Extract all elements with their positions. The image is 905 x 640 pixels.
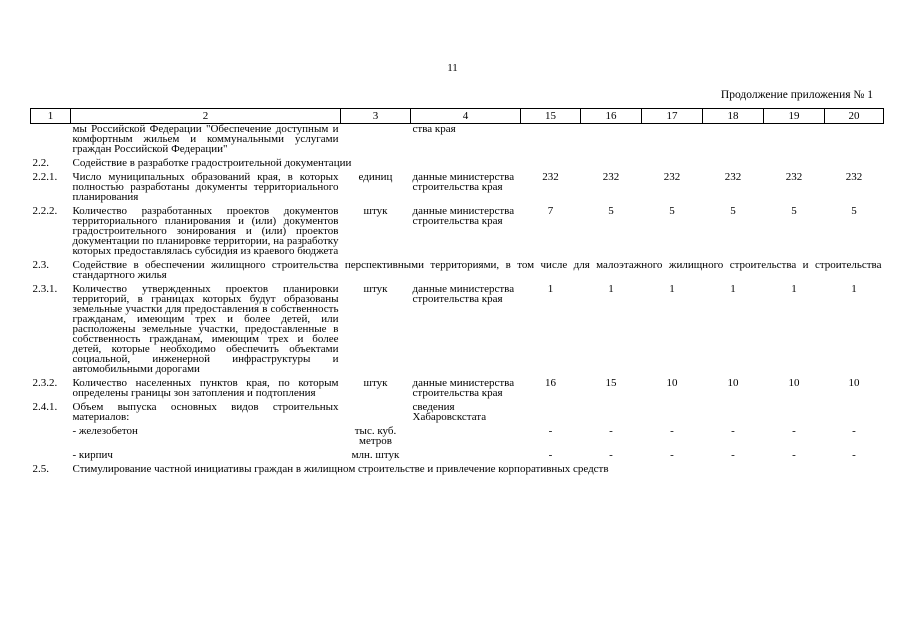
value-cell: - bbox=[731, 425, 735, 437]
value-cell: 1 bbox=[669, 283, 675, 295]
row-number: 2.3.2. bbox=[32, 377, 58, 389]
value-cell: 1 bbox=[547, 283, 554, 295]
value-cell: 232 bbox=[785, 171, 803, 183]
indicator-name: Объем выпуска основных видов строительных материалов: bbox=[72, 401, 339, 423]
value-cell: 5 bbox=[851, 205, 857, 217]
row-number bbox=[31, 422, 71, 446]
value-cell bbox=[825, 124, 884, 155]
value-cell: 5 bbox=[730, 205, 736, 217]
page-number: 11 bbox=[447, 62, 458, 74]
value-cell: - bbox=[609, 425, 613, 437]
data-source bbox=[411, 446, 521, 460]
value-cell: 1 bbox=[851, 283, 857, 295]
indicator-name: Количество разработанных проектов документов территориального планирования и (или) документов градостроительного зонирования и (или) проектов документации по планировке территории, на разработку которых предоставлялась субсидия из краевого бюджета bbox=[72, 205, 339, 257]
value-cell: 232 bbox=[845, 171, 863, 183]
unit bbox=[341, 398, 411, 422]
row-number: 2.2.2. bbox=[32, 205, 58, 217]
value-cell bbox=[825, 398, 884, 422]
row-number bbox=[31, 124, 71, 155]
header-cell: 4 bbox=[411, 109, 521, 124]
row-number: 2.2.1. bbox=[32, 171, 58, 183]
header-cell: 2 bbox=[71, 109, 341, 124]
value-cell: - bbox=[792, 425, 796, 437]
table-row bbox=[31, 168, 884, 202]
row-number: 2.2. bbox=[32, 157, 49, 169]
table-row bbox=[31, 422, 884, 446]
header-row bbox=[31, 109, 884, 124]
value-cell: - bbox=[731, 449, 735, 461]
data-source bbox=[411, 422, 521, 446]
header-cell: 3 bbox=[341, 109, 411, 124]
value-cell: 232 bbox=[663, 171, 681, 183]
section-title: Содействие в обеспечении жилищного строительства перспективными территориями, в том числе для малоэтажного жилищного строительства и строительства стандартного жилья bbox=[72, 259, 882, 281]
value-cell: 232 bbox=[602, 171, 620, 183]
header-cell: 19 bbox=[764, 109, 825, 124]
value-cell: 5 bbox=[669, 205, 675, 217]
value-cell: - bbox=[852, 449, 856, 461]
indicator-name: Количество населенных пунктов края, по которым определены границы зон затопления и подтопления bbox=[72, 377, 339, 399]
indicator-name: Количество утвержденных проектов планировки территорий, в границах которых будут образованы земельные участки для предоставления в собственность гражданам, имеющим трех и более детей, или расположены земельные участки, предоставленные в собственность гражданам, имеющим трех и более детей, которые необходимо обеспечить объектами социальной, инженерной инфраструктуры и автомобильными дорогами bbox=[72, 283, 339, 375]
row-number: 2.3. bbox=[32, 259, 49, 271]
value-cell bbox=[642, 124, 703, 155]
row-number: 2.4.1. bbox=[32, 401, 58, 413]
row-number: 2.3.1. bbox=[32, 283, 58, 295]
unit: штук bbox=[363, 205, 388, 217]
value-cell bbox=[703, 124, 764, 155]
indicator-name: мы Российской Федерации "Обеспечение доступным и комфортным жильем и коммунальными услугами граждан Российской Федерации" bbox=[72, 123, 339, 155]
indicator-name: - кирпич bbox=[72, 449, 113, 461]
data-source: данные министерства строительства края bbox=[412, 171, 515, 193]
section-row bbox=[31, 256, 884, 280]
value-cell: 1 bbox=[608, 283, 614, 295]
table-row bbox=[31, 124, 884, 155]
value-cell: 232 bbox=[542, 171, 559, 183]
data-source: ства края bbox=[412, 123, 456, 135]
value-cell: - bbox=[609, 449, 613, 461]
indicator-name: - железобетон bbox=[72, 425, 138, 437]
header-cell: 17 bbox=[642, 109, 703, 124]
value-cell bbox=[764, 124, 825, 155]
header-cell: 1 bbox=[31, 109, 71, 124]
value-cell: 5 bbox=[791, 205, 797, 217]
value-cell bbox=[703, 398, 764, 422]
table-row bbox=[31, 202, 884, 256]
header-cell: 16 bbox=[581, 109, 642, 124]
indicator-name: Число муниципальных образований края, в которых полностью разработаны документы территориального планирования bbox=[72, 171, 339, 203]
section-title: Содействие в разработке градостроительной документации bbox=[72, 157, 352, 169]
section-row bbox=[31, 154, 884, 168]
value-cell bbox=[642, 398, 703, 422]
value-cell: - bbox=[548, 425, 553, 437]
table-row bbox=[31, 398, 884, 422]
value-cell bbox=[581, 124, 642, 155]
table-row bbox=[31, 374, 884, 398]
data-source: сведения Хабаровскстата bbox=[412, 401, 487, 423]
value-cell: - bbox=[852, 425, 856, 437]
value-cell: 7 bbox=[547, 205, 554, 217]
value-cell: 5 bbox=[608, 205, 614, 217]
row-number bbox=[31, 446, 71, 460]
unit: млн. штук bbox=[351, 449, 400, 461]
section-title: Стимулирование частной инициативы граждан в жилищном строительстве и привлечение корпоративных средств bbox=[72, 463, 609, 475]
value-cell: 1 bbox=[730, 283, 736, 295]
value-cell: - bbox=[670, 425, 674, 437]
value-cell bbox=[521, 398, 581, 422]
header-cell: 20 bbox=[825, 109, 884, 124]
value-cell: - bbox=[548, 449, 553, 461]
data-source: данные министерства строительства края bbox=[412, 283, 515, 305]
value-cell: - bbox=[792, 449, 796, 461]
unit: штук bbox=[363, 377, 388, 389]
data-source: данные министерства строительства края bbox=[412, 205, 515, 227]
value-cell: 10 bbox=[788, 377, 800, 389]
value-cell: 10 bbox=[848, 377, 860, 389]
data-source: данные министерства строительства края bbox=[412, 377, 515, 399]
row-number: 2.5. bbox=[32, 463, 49, 475]
value-cell bbox=[764, 398, 825, 422]
continuation-label: Продолжение приложения № 1 bbox=[720, 89, 873, 101]
section-row bbox=[31, 460, 884, 474]
value-cell bbox=[521, 124, 581, 155]
header-cell: 15 bbox=[521, 109, 581, 124]
indicators-table bbox=[30, 108, 884, 474]
unit: штук bbox=[363, 283, 388, 295]
unit: тыс. куб. метров bbox=[354, 425, 397, 447]
value-cell: 10 bbox=[727, 377, 739, 389]
table-row bbox=[31, 280, 884, 374]
header-cell: 18 bbox=[703, 109, 764, 124]
value-cell bbox=[581, 398, 642, 422]
value-cell: 1 bbox=[791, 283, 797, 295]
value-cell: 15 bbox=[605, 377, 617, 389]
unit: единиц bbox=[358, 171, 393, 183]
value-cell: 16 bbox=[545, 377, 556, 389]
unit bbox=[341, 124, 411, 155]
table-row bbox=[31, 446, 884, 460]
value-cell: 10 bbox=[666, 377, 678, 389]
value-cell: - bbox=[670, 449, 674, 461]
value-cell: 232 bbox=[724, 171, 742, 183]
